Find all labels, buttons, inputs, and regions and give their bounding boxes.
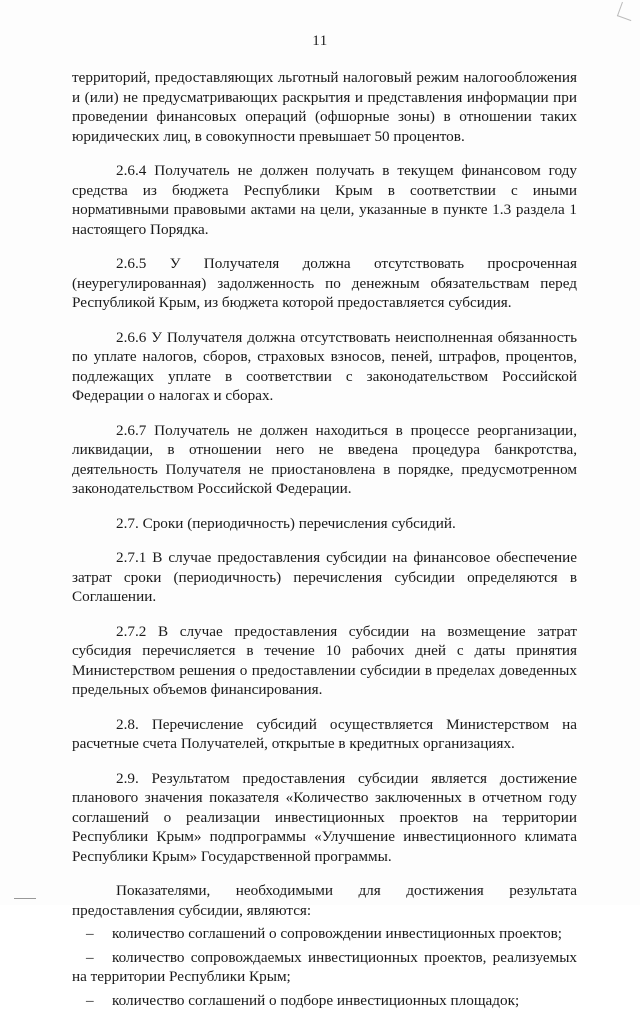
list-item bbox=[72, 924, 577, 944]
dash-bullet: – bbox=[86, 948, 94, 966]
list-item-text: количество сопровождаемых инвестиционных проектов, реализуемых на территории Республики Крым; bbox=[72, 948, 577, 985]
document-body bbox=[72, 68, 577, 1014]
scan-artifact-line bbox=[14, 898, 36, 899]
list-item bbox=[72, 991, 577, 1011]
list-item-text: количество соглашений о подборе инвестиционных площадок; bbox=[112, 991, 520, 1009]
paragraph-2-8: 2.8. Перечисление субсидий осуществляется Министерством на расчетные счета Получателей, открытые в кредитных организациях. bbox=[72, 715, 577, 752]
paragraph-2-6-4: 2.6.4 Получатель не должен получать в текущем финансовом году средства из бюджета Республики Крым в соответствии с иными нормативными правовыми актами на цели, указанные в пункте 1.3 раздела 1 настоящего Порядка. bbox=[72, 162, 577, 238]
scan-artifact-mark bbox=[617, 2, 636, 21]
paragraph-indicators-intro: Показателями, необходимыми для достижения результата предоставления субсидии, являются: bbox=[72, 882, 577, 919]
paragraph-2-6-6: 2.6.6 У Получателя должна отсутствовать неисполненная обязанность по уплате налогов, сборов, страховых взносов, пеней, штрафов, процентов, подлежащих уплате в соответствии с законодательством Российской Федерации о налогах и сборах. bbox=[72, 328, 577, 404]
paragraph-2-6-7: 2.6.7 Получатель не должен находиться в процессе реорганизации, ликвидации, в отношении него не введена процедура банкротства, деятельность Получателя не приостановлена в порядке, предусмотренном законодательством Российской Федерации. bbox=[72, 421, 577, 497]
dash-bullet: – bbox=[86, 991, 94, 1009]
paragraph-2-7: 2.7. Сроки (периодичность) перечисления субсидий. bbox=[116, 514, 456, 532]
paragraph-2-9: 2.9. Результатом предоставления субсидии является достижение планового значения показателя «Количество заключенных в отчетном году соглашений о реализации инвестиционных проектов на территории Республики Крым» подпрограммы «Улучшение инвестиционного климата Республики Крым» Государственной программы. bbox=[72, 769, 577, 865]
page-number: 11 bbox=[312, 33, 328, 49]
indicators-list bbox=[72, 924, 577, 1010]
paragraph-2-6-5: 2.6.5 У Получателя должна отсутствовать просроченная (неурегулированная) задолженность по денежным обязательствам перед Республикой Крым, из бюджета которой предоставляется субсидия. bbox=[72, 255, 577, 311]
list-item bbox=[72, 948, 577, 987]
paragraph-2-7-2: 2.7.2 В случае предоставления субсидии на возмещение затрат субсидия перечисляется в течение 10 рабочих дней с даты принятия Министерством решения о предоставлении субсидии в пределах доведенных предельных объемов финансирования. bbox=[72, 622, 577, 698]
dash-bullet: – bbox=[86, 925, 94, 942]
paragraph-2-7-1: 2.7.1 В случае предоставления субсидии на финансовое обеспечение затрат сроки (периодичность) перечисления субсидии определяются в Соглашении. bbox=[72, 549, 577, 605]
list-item-text: количество соглашений о сопровождении инвестиционных проектов; bbox=[112, 925, 562, 942]
paragraph-continuation: территорий, предоставляющих льготный налоговый режим налогообложения и (или) не предусматривающих раскрытия и представления информации при проведении финансовых операций (офшорные зоны) в отношении таких юридических лиц, в совокупности превышает 50 процентов. bbox=[72, 69, 577, 145]
